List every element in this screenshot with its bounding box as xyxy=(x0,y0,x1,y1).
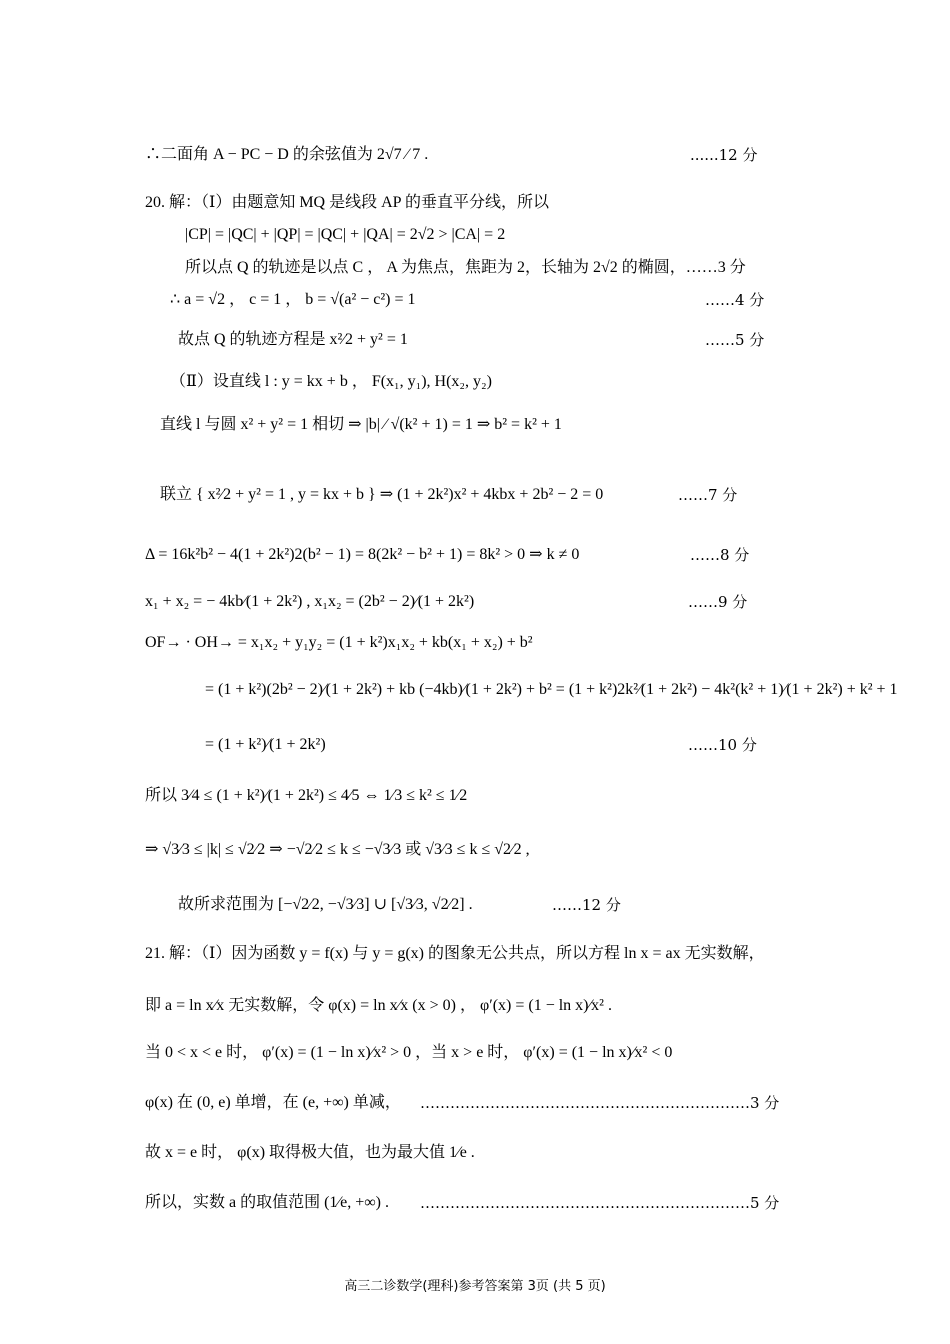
part-2-setup: （Ⅱ）设直线 l : y = kx + b ， F(x₁, y₁), H(x₂, y₂) xyxy=(170,373,492,390)
score-mark: ……9 分 xyxy=(688,593,748,611)
parameter-range: 所以，实数 a 的取值范围 (1⁄e, +∞) . xyxy=(145,1194,389,1211)
score-mark: ……10 分 xyxy=(688,736,757,754)
monotonicity-cases: 当 0 < x < e 时， φ′(x) = (1 − ln x)⁄x² > 0 ，当 x > e 时， φ′(x) = (1 − ln x)⁄x² < 0 xyxy=(145,1044,673,1061)
score-mark: ……4 分 xyxy=(705,291,765,309)
score-mark: ......12 分 xyxy=(690,146,758,164)
locus-equation: 故点 Q 的轨迹方程是 x²⁄2 + y² = 1 xyxy=(178,331,408,348)
score-mark: ……12 分 xyxy=(552,896,621,914)
final-range: 故所求范围为 [−√2⁄2, −√3⁄3] ∪ [√3⁄3, √2⁄2] . xyxy=(178,896,473,913)
score-mark: …………………………………………………………5 分 xyxy=(420,1194,780,1212)
score-mark: ……8 分 xyxy=(690,546,750,564)
k-range-derivation: ⇒ √3⁄3 ≤ |k| ≤ √2⁄2 ⇒ −√2⁄2 ≤ k ≤ −√3⁄3 或 √3⁄3 ≤ k ≤ √2⁄2 , xyxy=(145,841,530,858)
phi-definition: 即 a = ln x⁄x 无实数解，令 φ(x) = ln x⁄x (x > 0) ， φ′(x) = (1 − ln x)⁄x² . xyxy=(145,997,612,1014)
discriminant: Δ = 16k²b² − 4(1 + 2k²)2(b² − 1) = 8(2k² − b² + 1) = 8k² > 0 ⇒ k ≠ 0 xyxy=(145,546,580,563)
problem-21-heading: 21. 解：（Ⅰ）因为函数 y = f(x) 与 y = g(x) 的图象无公共点，所以方程 ln x = ax 无实数解， xyxy=(145,945,765,962)
score-mark: ……7 分 xyxy=(678,486,738,504)
ellipse-parameters: ∴ a = √2 ， c = 1 ， b = √(a² − c²) = 1 xyxy=(170,291,416,308)
monotonicity-conclusion: φ(x) 在 (0, e) 单增，在 (e, +∞) 单减， xyxy=(145,1094,401,1111)
ellipse-locus-statement: 所以点 Q 的轨迹是以点 C ， A 为焦点，焦距为 2，长轴为 2√2 的椭圆，……3 分 xyxy=(185,259,746,276)
page-footer: 高三二诊数学(理科)参考答案第 3页 (共 5 页) xyxy=(344,1279,606,1294)
score-mark: …………………………………………………………3 分 xyxy=(420,1094,780,1112)
simultaneous-equations: 联立 { x²⁄2 + y² = 1 , y = kx + b } ⇒ (1 + 2k²)x² + 4kbx + 2b² − 2 = 0 xyxy=(160,486,604,503)
distance-equation: |CP| = |QC| + |QP| = |QC| + |QA| = 2√2 > |CA| = 2 xyxy=(185,226,506,243)
vieta-relations: x₁ + x₂ = − 4kb⁄(1 + 2k²) , x₁x₂ = (2b² − 2)⁄(1 + 2k²) xyxy=(145,593,475,610)
tangency-condition: 直线 l 与圆 x² + y² = 1 相切 ⇒ |b| ⁄ √(k² + 1) = 1 ⇒ b² = k² + 1 xyxy=(160,416,562,433)
dot-product-expansion: = (1 + k²)(2b² − 2)⁄(1 + 2k²) + kb (−4kb)⁄(1 + 2k²) + b² = (1 + k²)2k²⁄(1 + 2k²) − 4k²(k² + 1)⁄(1 + 2k²) + k² + 1 xyxy=(205,681,898,698)
maximum-value: 故 x = e 时， φ(x) 取得极大值，也为最大值 1⁄e . xyxy=(145,1144,475,1161)
dot-product: OF→ · OH→ = x₁x₂ + y₁y₂ = (1 + k²)x₁x₂ + kb(x₁ + x₂) + b² xyxy=(145,634,533,651)
problem-20-heading: 20. 解：（Ⅰ）由题意知 MQ 是线段 AP 的垂直平分线，所以 xyxy=(145,194,549,211)
dihedral-angle-conclusion: ∴二面角 A − PC − D 的余弦值为 2√7 ⁄ 7 . xyxy=(145,146,429,163)
score-mark: ……5 分 xyxy=(705,331,765,349)
dot-product-result: = (1 + k²)⁄(1 + 2k²) xyxy=(205,736,326,753)
inequality-range: 所以 3⁄4 ≤ (1 + k²)⁄(1 + 2k²) ≤ 4⁄5 ⇔ 1⁄3 ≤ k² ≤ 1⁄2 xyxy=(145,787,468,804)
